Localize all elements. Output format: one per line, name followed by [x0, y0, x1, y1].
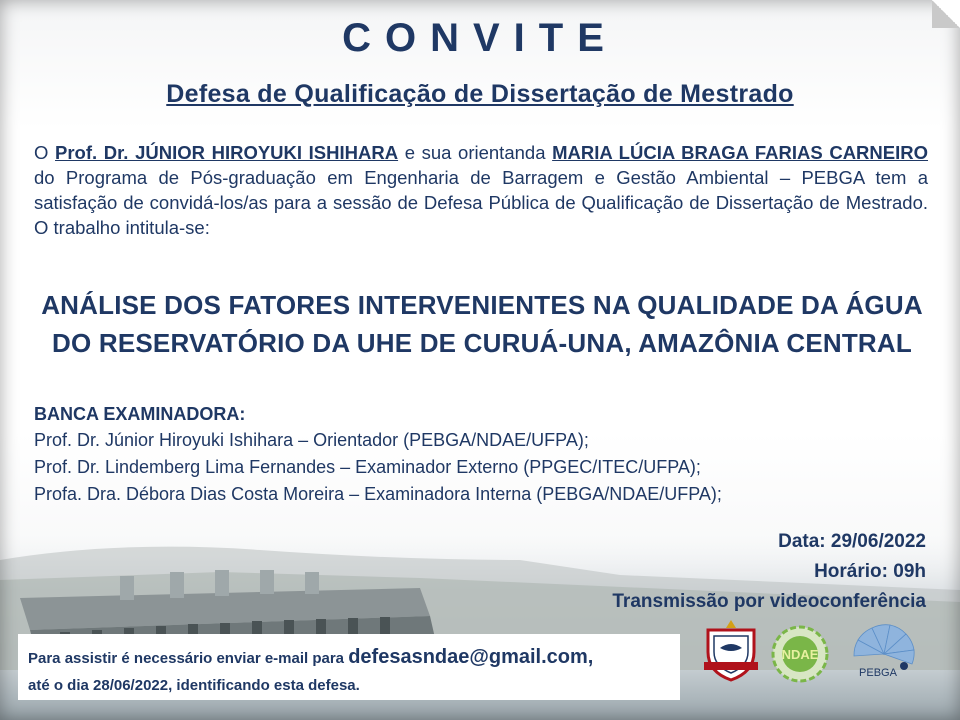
notice-prefix: Para assistir é necessário enviar e-mail para — [28, 650, 349, 667]
committee-member: Prof. Dr. Lindemberg Lima Fernandes – Examinador Externo (PPGEC/ITEC/UFPA); — [34, 457, 701, 477]
student-name: MARIA LÚCIA BRAGA FARIAS CARNEIRO — [552, 142, 929, 163]
contact-email-link[interactable]: defesasndae@gmail.com, — [348, 646, 594, 668]
pebga-logo-text: PEBGA — [859, 667, 897, 679]
examination-committee — [34, 402, 928, 508]
attendance-notice — [18, 634, 680, 700]
invitation-subtitle: Defesa de Qualificação de Dissertação de Mestrado — [166, 80, 794, 108]
pebga-logo — [848, 622, 920, 684]
notice-line-2: até o dia 28/06/2022, identificando esta defesa. — [28, 677, 360, 694]
advisor-name: Prof. Dr. JÚNIOR HIROYUKI ISHIHARA — [55, 142, 399, 163]
ufpa-crest-logo — [700, 618, 762, 682]
intro-text-end: do Programa de Pós-graduação em Engenharia de Barragem e Gestão Ambiental – PEBGA tem a satisfação de convidá-los/as para a sessão de Defesa Pública de Qualificação de Dissertação de Mestrado. O trabalho intitula-se: — [34, 167, 928, 238]
event-mode: Transmissão por videoconferência — [612, 591, 926, 612]
ndae-logo — [770, 624, 830, 684]
ndae-logo-text: NDAE — [781, 647, 819, 662]
intro-paragraph — [34, 140, 928, 240]
intro-text-middle: e sua orientanda — [398, 142, 553, 163]
event-date: Data: 29/06/2022 — [778, 531, 926, 552]
committee-member: Profa. Dra. Débora Dias Costa Moreira – Examinadora Interna (PEBGA/NDAE/UFPA); — [34, 484, 722, 504]
dissertation-title: ANÁLISE DOS FATORES INTERVENIENTES NA QUALIDADE DA ÁGUA DO RESERVATÓRIO DA UHE DE CURUÁ-UNA, AMAZÔNIA CENTRAL — [41, 290, 923, 358]
committee-member: Prof. Dr. Júnior Hiroyuki Ishihara – Orientador (PEBGA/NDAE/UFPA); — [34, 430, 589, 450]
event-time: Horário: 09h — [814, 561, 926, 582]
committee-heading: BANCA EXAMINADORA: — [34, 404, 246, 424]
invitation-title: CONVITE — [342, 16, 618, 60]
notice-line-1 — [28, 644, 670, 672]
event-details — [612, 527, 926, 617]
intro-text-start: O — [34, 142, 56, 163]
